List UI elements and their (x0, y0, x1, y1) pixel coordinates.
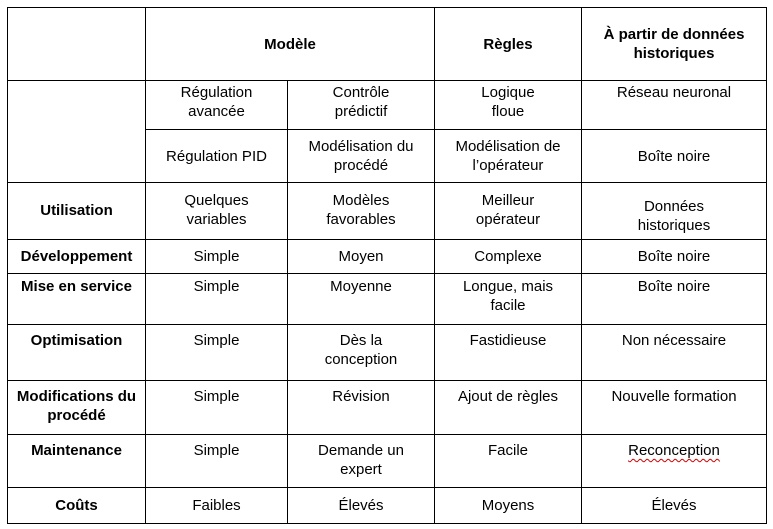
row-label: Modifications du procédé (8, 381, 146, 435)
table-cell: Nouvelle formation (582, 381, 767, 435)
subheader-cell: Réseau neuronal (582, 81, 767, 130)
corner-cell-lower (8, 81, 146, 183)
header-donnees-historiques: À partir de données historiques (582, 8, 767, 81)
subheader-row-1 (8, 81, 767, 130)
subheader-cell: Modélisation de l’opérateur (435, 130, 582, 183)
row-label: Mise en service (8, 274, 146, 325)
table-cell: Boîte noire (582, 274, 767, 325)
table-cell: Complexe (435, 240, 582, 274)
subheader-cell: Contrôle prédictif (288, 81, 435, 130)
table-cell: Ajout de règles (435, 381, 582, 435)
table-cell: Simple (146, 274, 288, 325)
table-cell: Simple (146, 381, 288, 435)
subheader-cell: Logique floue (435, 81, 582, 130)
table-cell: Quelques variables (146, 183, 288, 240)
table-cell: Modèles favorables (288, 183, 435, 240)
table-cell: Demande un expert (288, 435, 435, 488)
subheader-cell: Modélisation du procédé (288, 130, 435, 183)
row-label: Utilisation (8, 183, 146, 240)
table-cell: Simple (146, 240, 288, 274)
table-row (8, 488, 767, 524)
table-row (8, 325, 767, 381)
table-cell: Données historiques (582, 183, 767, 240)
table-cell: Fastidieuse (435, 325, 582, 381)
corner-cell (8, 8, 146, 81)
table-row (8, 274, 767, 325)
table-cell: Facile (435, 435, 582, 488)
table-cell: Simple (146, 435, 288, 488)
comparison-table (7, 7, 767, 524)
row-label: Optimisation (8, 325, 146, 381)
table-cell: Boîte noire (582, 240, 767, 274)
table-cell: Révision (288, 381, 435, 435)
table-cell: Longue, mais facile (435, 274, 582, 325)
table-row (8, 435, 767, 488)
subheader-cell: Régulation PID (146, 130, 288, 183)
table-row (8, 183, 767, 240)
row-label: Maintenance (8, 435, 146, 488)
spellcheck-text: Reconception (628, 442, 720, 459)
header-modele: Modèle (146, 8, 435, 81)
table-row (8, 381, 767, 435)
table-cell: Simple (146, 325, 288, 381)
table-cell: Élevés (582, 488, 767, 524)
table-cell: Dès la conception (288, 325, 435, 381)
subheader-cell: Régulation avancée (146, 81, 288, 130)
table-cell (582, 435, 767, 488)
table-row (8, 240, 767, 274)
table-cell: Élevés (288, 488, 435, 524)
header-regles: Règles (435, 8, 582, 81)
table-cell: Moyen (288, 240, 435, 274)
table-cell: Faibles (146, 488, 288, 524)
table-cell: Non nécessaire (582, 325, 767, 381)
header-row (8, 8, 767, 81)
row-label: Coûts (8, 488, 146, 524)
table-cell: Meilleur opérateur (435, 183, 582, 240)
table-cell: Moyenne (288, 274, 435, 325)
subheader-cell: Boîte noire (582, 130, 767, 183)
row-label: Développement (8, 240, 146, 274)
table-cell: Moyens (435, 488, 582, 524)
